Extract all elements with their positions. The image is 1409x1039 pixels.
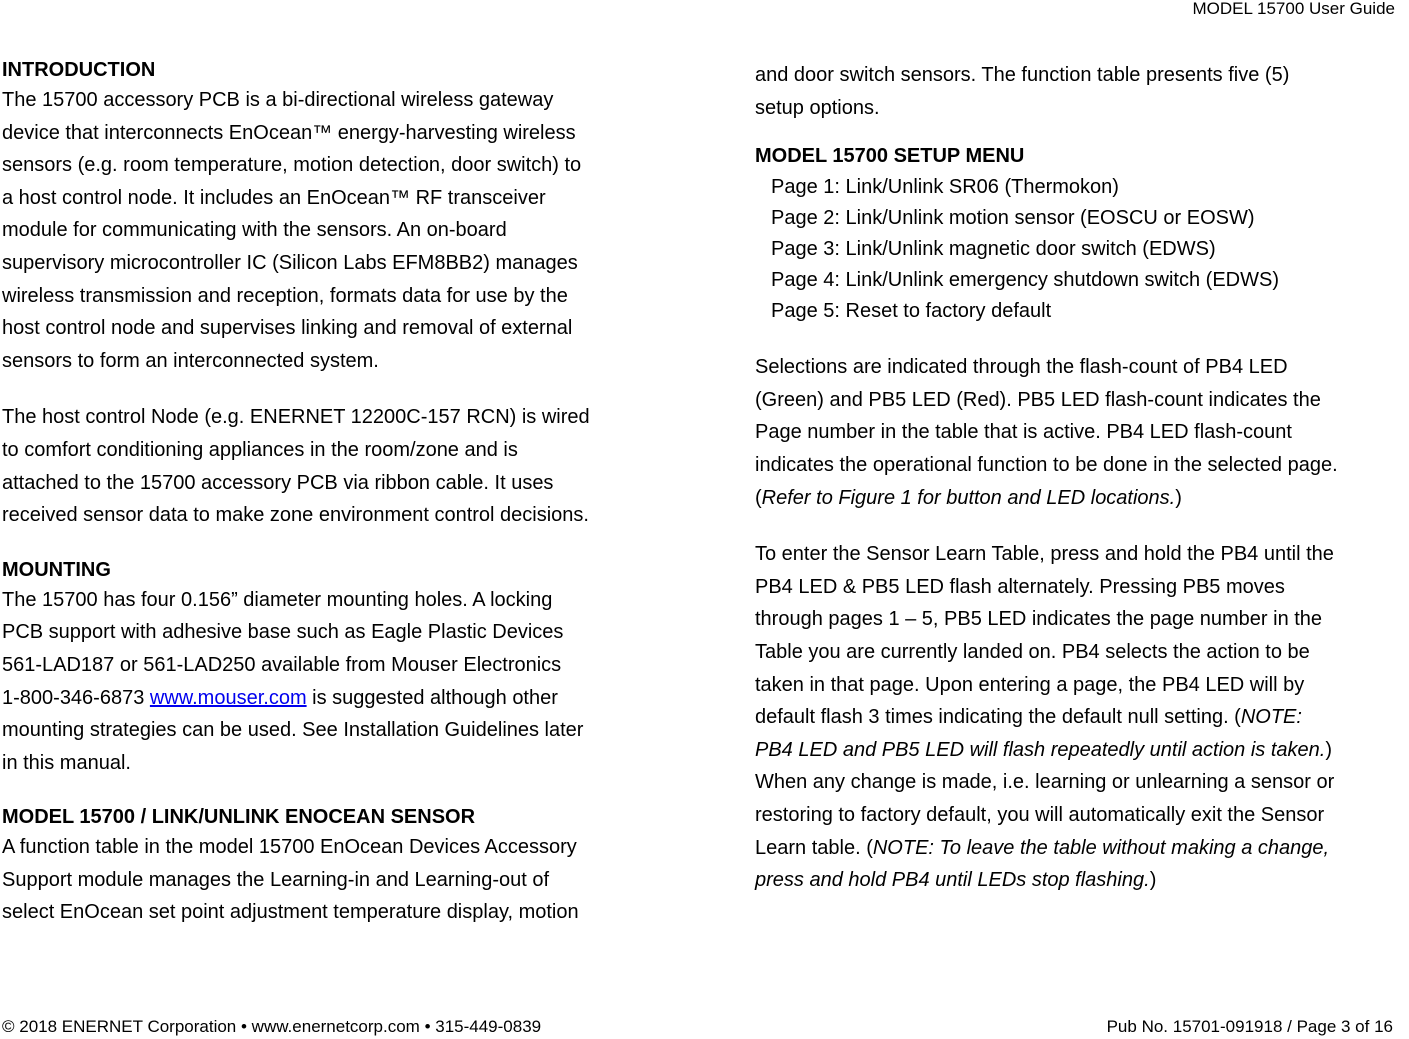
intro-line: a host control node. It includes an EnOcean™ RF transceiver [2, 186, 546, 209]
mounting-phone: 1-800-346-6873 [2, 686, 150, 709]
mounting-line-with-link [2, 682, 662, 715]
note-text: press and hold PB4 until LEDs stop flashing. [755, 869, 1150, 892]
enter-line: restoring to factory default, you will automatically exit the Sensor [755, 803, 1325, 826]
mounting-line: in this manual. [2, 751, 131, 774]
figure-reference: Refer to Figure 1 for button and LED locations. [761, 486, 1176, 509]
selections-paragraph [755, 351, 1405, 514]
right-column [755, 59, 1405, 897]
enter-line-note: press and hold PB4 until LEDs stop flashing.) [755, 869, 1157, 892]
setup-menu-item: Page 4: Link/Unlink emergency shutdown switch (EDWS) [771, 269, 1279, 292]
page-header-title: MODEL 15700 User Guide [1192, 0, 1395, 18]
enter-line: Table you are currently landed on. PB4 selects the action to be [755, 640, 1310, 663]
mounting-paragraph [2, 584, 662, 780]
link-unlink-heading: MODEL 15700 / LINK/UNLINK ENOCEAN SENSOR [2, 806, 476, 829]
setup-menu-list [771, 172, 1405, 327]
link-line: Support module manages the Learning-in and Learning-out of [2, 868, 550, 891]
note-label: NOTE: [1240, 706, 1302, 729]
left-column [2, 56, 662, 929]
link-line: select EnOcean set point adjustment temperature display, motion [2, 901, 579, 924]
selections-line: Selections are indicated through the flash-count of PB4 LED [755, 356, 1288, 379]
selections-line: (Green) and PB5 LED (Red). PB5 LED flash-count indicates the [755, 388, 1321, 411]
enter-line-note: default flash 3 times indicating the default null setting. (NOTE: [755, 706, 1302, 729]
setup-menu-item: Page 2: Link/Unlink motion sensor (EOSCU or EOSW) [771, 207, 1255, 230]
mounting-line: 561-LAD187 or 561-LAD250 available from Mouser Electronics [2, 653, 562, 676]
enter-line: When any change is made, i.e. learning or unlearning a sensor or [755, 771, 1335, 794]
host-paragraph [2, 401, 662, 531]
setup-menu-item: Page 1: Link/Unlink SR06 (Thermokon) [771, 176, 1119, 199]
continued-paragraph [755, 59, 1405, 124]
intro-line: supervisory microcontroller IC (Silicon Labs EFM8BB2) manages [2, 251, 578, 274]
host-line: The host control Node (e.g. ENERNET 12200C-157 RCN) is wired [2, 406, 590, 429]
host-line: received sensor data to make zone environment control decisions. [2, 504, 589, 527]
intro-heading: INTRODUCTION [2, 59, 156, 81]
enter-line: through pages 1 – 5, PB5 LED indicates the page number in the [755, 608, 1323, 631]
intro-line: module for communicating with the sensors. An on-board [2, 219, 507, 242]
intro-line: host control node and supervises linking and removal of external [2, 317, 573, 340]
enter-line: taken in that page. Upon entering a page, the PB4 LED will by [755, 673, 1305, 696]
intro-line: sensors to form an interconnected system. [2, 349, 379, 372]
mounting-line: PCB support with adhesive base such as Eagle Plastic Devices [2, 621, 564, 644]
mounting-line: The 15700 has four 0.156” diameter mounting holes. A locking [2, 588, 553, 611]
intro-line: wireless transmission and reception, formats data for use by the [2, 284, 568, 307]
footer-page-number: Pub No. 15701-091918 / Page 3 of 16 [1106, 1017, 1393, 1036]
intro-line: sensors (e.g. room temperature, motion detection, door switch) to [2, 154, 582, 177]
selections-line: indicates the operational function to be done in the selected page. [755, 453, 1338, 476]
continued-line: and door switch sensors. The function table presents five (5) [755, 64, 1290, 86]
mounting-heading: MOUNTING [2, 558, 111, 581]
intro-line: The 15700 accessory PCB is a bi-directional wireless gateway [2, 89, 554, 111]
enter-line: To enter the Sensor Learn Table, press and hold the PB4 until the [755, 543, 1334, 566]
mounting-line: mounting strategies can be used. See Installation Guidelines later [2, 719, 584, 742]
host-line: to comfort conditioning appliances in the room/zone and is [2, 438, 518, 461]
mouser-link[interactable]: www.mouser.com [149, 686, 307, 709]
continued-line: setup options. [755, 96, 880, 119]
intro-paragraph [2, 84, 662, 377]
setup-menu-item: Page 5: Reset to factory default [771, 300, 1052, 323]
intro-line: device that interconnects EnOcean™ energy-harvesting wireless [2, 121, 576, 144]
enter-line-note: Learn table. (NOTE: To leave the table without making a change, [755, 836, 1330, 859]
enter-line-note: PB4 LED and PB5 LED will flash repeatedly until action is taken.) [755, 738, 1332, 761]
setup-menu-heading: MODEL 15700 SETUP MENU [755, 145, 1025, 168]
footer-copyright: © 2018 ENERNET Corporation • www.enernetcorp.com • 315-449-0839 [2, 1017, 542, 1036]
note-text: NOTE: To leave the table without making a change, [872, 836, 1330, 859]
setup-menu-item: Page 3: Link/Unlink magnetic door switch (EDWS) [771, 238, 1216, 261]
selections-ref-line: (Refer to Figure 1 for button and LED locations.) [755, 486, 1182, 509]
link-line: A function table in the model 15700 EnOcean Devices Accessory [2, 836, 577, 859]
mounting-after-link: is suggested although other [306, 686, 558, 709]
enter-table-paragraph [755, 538, 1405, 897]
enter-line: PB4 LED & PB5 LED flash alternately. Pressing PB5 moves [755, 575, 1285, 598]
link-unlink-paragraph [2, 831, 662, 929]
host-line: attached to the 15700 accessory PCB via ribbon cable. It uses [2, 471, 554, 494]
selections-line: Page number in the table that is active. PB4 LED flash-count [755, 421, 1292, 444]
note-text: PB4 LED and PB5 LED will flash repeatedly until action is taken. [755, 738, 1326, 761]
